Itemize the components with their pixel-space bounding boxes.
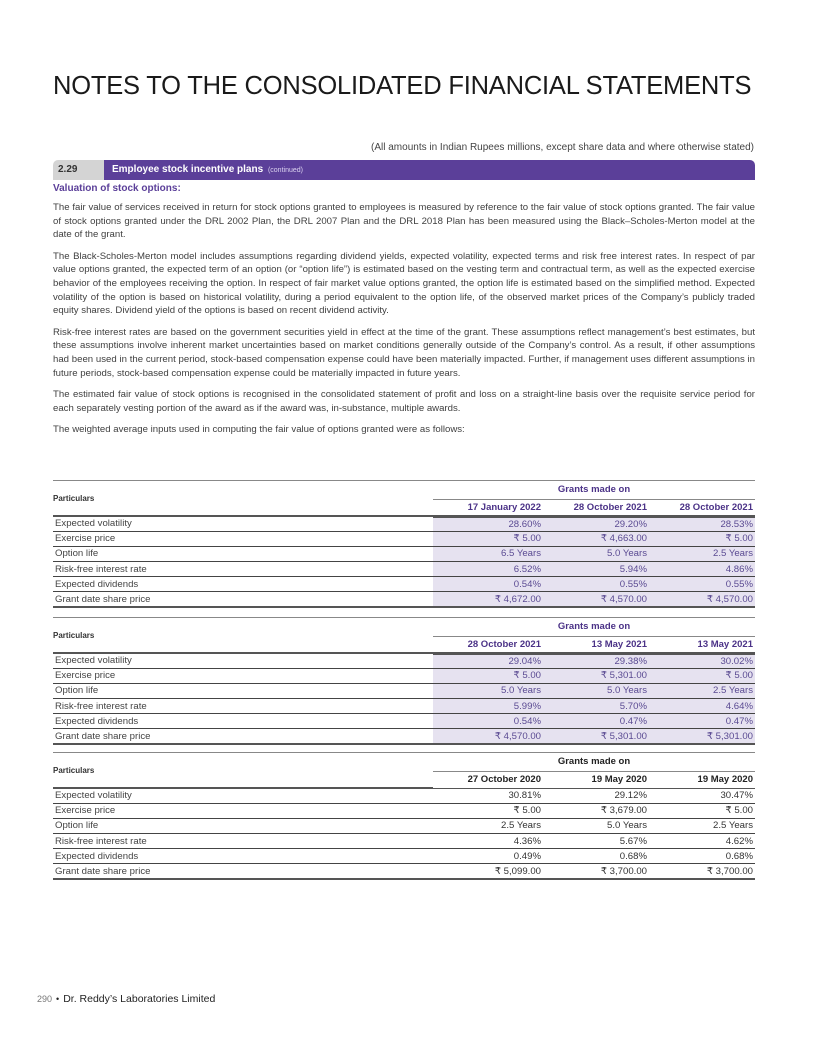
paragraph: The Black-Scholes-Merton model includes assumptions regarding dividend yields, expected volatility, expected terms and risk free interest rates. In respect of par value options granted, the expected term of an option (or “option life”) is estimated based on the vesting term and contractual term, as well as the expected exercise behavior of the employees receiving the option. In respect of fair market value options granted, the option life is estimated based on the simplified method. Expected volatility of the option is based on historical volatility, during a period equivalent to the option life, of the observed market prices of the Company’s publicly traded equity shares. Dividend yield of the options is based on recent dividend activity.	[53, 250, 755, 317]
table-row	[53, 531, 755, 546]
cell-value: ₹ 5,301.00	[543, 729, 649, 744]
section-number: 2.29	[53, 160, 104, 180]
row-label: Expected volatility	[53, 653, 433, 668]
cell-value: ₹ 4,663.00	[543, 531, 649, 546]
grants-made-on-header: Grants made on	[433, 753, 755, 771]
column-header-date: 13 May 2021	[649, 636, 755, 653]
cell-value: 0.68%	[543, 849, 649, 864]
cell-value: 4.62%	[649, 834, 755, 849]
table-row	[53, 834, 755, 849]
units-note: (All amounts in Indian Rupees millions, except share data and where otherwise stated)	[371, 142, 754, 153]
cell-value: 30.02%	[649, 653, 755, 668]
section-continued-label: (continued)	[267, 167, 303, 174]
table-row	[53, 577, 755, 592]
table-row	[53, 668, 755, 683]
cell-value: 0.47%	[543, 714, 649, 729]
grants-made-on-header: Grants made on	[433, 618, 755, 636]
cell-value: 5.67%	[543, 834, 649, 849]
paragraph: The fair value of services received in return for stock options granted to employees is measured by reference to the fair value of stock options granted. The fair value of stock options granted under the DRL 2002 Plan, the DRL 2007 Plan and the DRL 2018 Plan has been measured using the Black–Scholes-Merton model at the date of the grant.	[53, 202, 755, 241]
row-label: Expected dividends	[53, 849, 433, 864]
cell-value: 5.0 Years	[543, 546, 649, 561]
table-row	[53, 516, 755, 531]
table-row	[53, 653, 755, 668]
cell-value: 2.5 Years	[649, 683, 755, 698]
table-row	[53, 546, 755, 561]
cell-value: 0.55%	[543, 577, 649, 592]
column-header-date: 28 October 2021	[649, 499, 755, 516]
table-row	[53, 683, 755, 698]
table-row	[53, 714, 755, 729]
paragraph: Risk-free interest rates are based on the government securities yield in effect at the time of the grant. These assumptions reflect management’s best estimates, but these assumptions involve inherent market uncertainties based on market conditions generally outside of the Company’s control. As a result, if other assumptions had been used in the current period, stock-based compensation expense could have been materially impacted. Further, if management uses different assumptions in future periods, stock-based compensation expense could be materially impacted in future years.	[53, 326, 755, 379]
table-row	[53, 562, 755, 577]
cell-value: 4.64%	[649, 699, 755, 714]
column-header-date: 17 January 2022	[433, 499, 543, 516]
cell-value: ₹ 5.00	[433, 531, 543, 546]
cell-value: 2.5 Years	[649, 818, 755, 833]
particulars-header: Particulars	[53, 481, 433, 516]
cell-value: 30.81%	[433, 788, 543, 803]
row-label: Grant date share price	[53, 729, 433, 744]
row-label: Expected volatility	[53, 788, 433, 803]
table-row	[53, 729, 755, 744]
row-label: Exercise price	[53, 668, 433, 683]
cell-value: 6.5 Years	[433, 546, 543, 561]
row-label: Exercise price	[53, 531, 433, 546]
cell-value: 5.0 Years	[433, 683, 543, 698]
row-label: Expected volatility	[53, 516, 433, 531]
cell-value: ₹ 5,301.00	[649, 729, 755, 744]
cell-value: 5.94%	[543, 562, 649, 577]
table-row	[53, 699, 755, 714]
grants-table-2021	[53, 617, 755, 745]
column-header-date: 19 May 2020	[543, 771, 649, 788]
cell-value: 5.0 Years	[543, 683, 649, 698]
table-row	[53, 788, 755, 803]
cell-value: 29.12%	[543, 788, 649, 803]
cell-value: 0.55%	[649, 577, 755, 592]
cell-value: 2.5 Years	[433, 818, 543, 833]
row-label: Risk-free interest rate	[53, 562, 433, 577]
section-title	[104, 160, 755, 180]
column-header-date: 28 October 2021	[433, 636, 543, 653]
cell-value: ₹ 5.00	[433, 803, 543, 818]
cell-value: 0.54%	[433, 714, 543, 729]
cell-value: ₹ 5.00	[649, 668, 755, 683]
page-footer	[37, 993, 215, 1005]
cell-value: ₹ 4,570.00	[649, 592, 755, 607]
cell-value: 29.38%	[543, 653, 649, 668]
table-row	[53, 803, 755, 818]
body-text	[53, 183, 755, 443]
grants-made-on-header: Grants made on	[433, 481, 755, 499]
column-header-date: 27 October 2020	[433, 771, 543, 788]
bullet-separator-icon: •	[56, 994, 60, 1004]
page-title: NOTES TO THE CONSOLIDATED FINANCIAL STATEMENTS	[53, 72, 752, 100]
paragraph: The estimated fair value of stock options is recognised in the consolidated statement of profit and loss on a straight-line basis over the requisite service period for each separately vesting portion of the award as if the award was, in-substance, multiple awards.	[53, 389, 755, 414]
row-label: Option life	[53, 818, 433, 833]
paragraph: The weighted average inputs used in computing the fair value of options granted were as follows:	[53, 424, 465, 436]
grants-table-2020	[53, 752, 755, 880]
row-label: Exercise price	[53, 803, 433, 818]
cell-value: 5.99%	[433, 699, 543, 714]
cell-value: ₹ 5.00	[433, 668, 543, 683]
row-label: Expected dividends	[53, 714, 433, 729]
cell-value: ₹ 4,672.00	[433, 592, 543, 607]
cell-value: 2.5 Years	[649, 546, 755, 561]
cell-value: ₹ 4,570.00	[543, 592, 649, 607]
table-row	[53, 849, 755, 864]
company-name: Dr. Reddy’s Laboratories Limited	[63, 993, 216, 1005]
table-row	[53, 592, 755, 607]
section-title-text: Employee stock incentive plans	[112, 164, 264, 175]
table-row	[53, 864, 755, 879]
cell-value: ₹ 4,570.00	[433, 729, 543, 744]
cell-value: ₹ 3,700.00	[543, 864, 649, 879]
cell-value: 0.68%	[649, 849, 755, 864]
cell-value: 5.0 Years	[543, 818, 649, 833]
table-row	[53, 818, 755, 833]
row-label: Grant date share price	[53, 592, 433, 607]
grants-table-2022	[53, 480, 755, 608]
cell-value: 0.47%	[649, 714, 755, 729]
cell-value: ₹ 5.00	[649, 803, 755, 818]
cell-value: 0.49%	[433, 849, 543, 864]
cell-value: 29.20%	[543, 516, 649, 531]
particulars-header: Particulars	[53, 753, 433, 788]
cell-value: 0.54%	[433, 577, 543, 592]
cell-value: ₹ 5,099.00	[433, 864, 543, 879]
row-label: Option life	[53, 546, 433, 561]
cell-value: 29.04%	[433, 653, 543, 668]
cell-value: 28.53%	[649, 516, 755, 531]
row-label: Expected dividends	[53, 577, 433, 592]
cell-value: 5.70%	[543, 699, 649, 714]
page-number: 290	[37, 994, 53, 1004]
cell-value: 28.60%	[433, 516, 543, 531]
section-header-bar	[53, 160, 755, 180]
cell-value: 4.86%	[649, 562, 755, 577]
cell-value: 6.52%	[433, 562, 543, 577]
cell-value: ₹ 5.00	[649, 531, 755, 546]
cell-value: 4.36%	[433, 834, 543, 849]
subheading-valuation: Valuation of stock options:	[53, 183, 181, 194]
cell-value: ₹ 3,700.00	[649, 864, 755, 879]
particulars-header: Particulars	[53, 618, 433, 653]
column-header-date: 19 May 2020	[649, 771, 755, 788]
column-header-date: 13 May 2021	[543, 636, 649, 653]
row-label: Risk-free interest rate	[53, 834, 433, 849]
cell-value: ₹ 5,301.00	[543, 668, 649, 683]
column-header-date: 28 October 2021	[543, 499, 649, 516]
row-label: Option life	[53, 683, 433, 698]
row-label: Risk-free interest rate	[53, 699, 433, 714]
cell-value: 30.47%	[649, 788, 755, 803]
cell-value: ₹ 3,679.00	[543, 803, 649, 818]
row-label: Grant date share price	[53, 864, 433, 879]
